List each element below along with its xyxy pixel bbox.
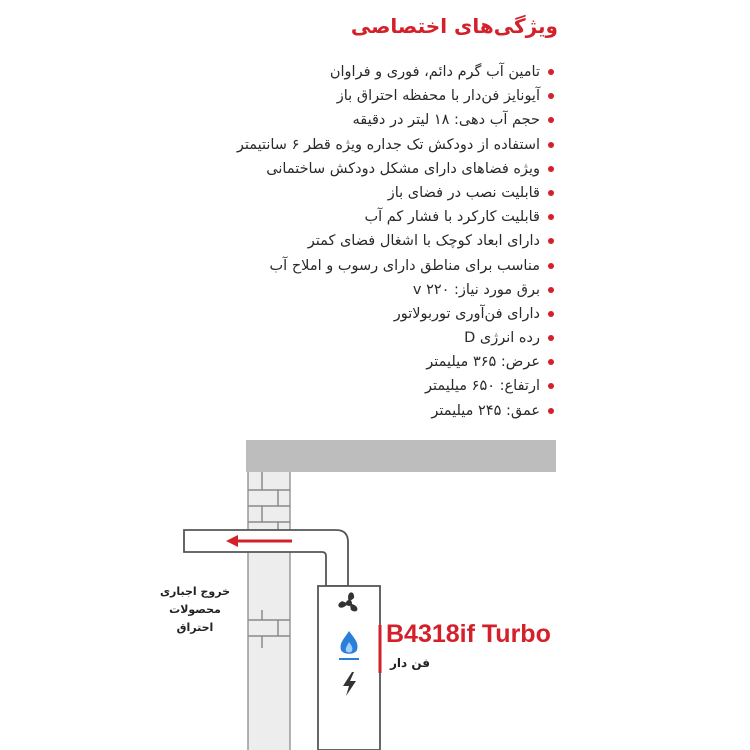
feature-text: مناسب برای مناطق دارای رسوب و املاح آب <box>269 257 540 274</box>
bullet-icon <box>548 287 554 293</box>
feature-text: برق مورد نیاز: ۲۲۰ v <box>412 281 540 298</box>
bullet-icon <box>548 142 554 148</box>
feature-item <box>237 181 554 205</box>
bullet-icon <box>548 190 554 196</box>
bullet-icon <box>548 335 554 341</box>
feature-item <box>237 278 554 302</box>
feature-text: حجم آب دهی: ۱۸ لیتر در دقیقه <box>352 112 540 129</box>
feature-item <box>237 133 554 157</box>
bullet-icon <box>548 93 554 99</box>
feature-text: رده انرژی D <box>464 330 540 347</box>
bullet-icon <box>548 359 554 365</box>
bullet-icon <box>548 383 554 389</box>
feature-item <box>237 326 554 350</box>
bullet-icon <box>548 238 554 244</box>
brick-wall <box>248 472 290 750</box>
feature-text: عرض: ۳۶۵ میلیمتر <box>426 354 540 371</box>
bullet-icon <box>548 408 554 414</box>
feature-item <box>237 399 554 423</box>
bullet-icon <box>548 214 554 220</box>
exhaust-caption <box>150 583 240 637</box>
bullet-icon <box>548 117 554 123</box>
feature-text: آیونایز فن‌دار با محفظه احتراق باز <box>336 88 540 105</box>
feature-text: دارای ابعاد کوچک با اشغال فضای کمتر <box>307 233 540 250</box>
page-title: ویژگی‌های اختصاصی <box>350 14 558 38</box>
model-subtitle: فن دار <box>390 656 431 670</box>
bullet-icon <box>548 69 554 75</box>
feature-item <box>237 374 554 398</box>
feature-item <box>237 302 554 326</box>
exhaust-caption-line1: خروج اجباری <box>159 585 231 598</box>
feature-text: قابلیت نصب در فضای باز <box>387 184 540 201</box>
feature-text: ارتفاع: ۶۵۰ میلیمتر <box>424 378 540 395</box>
feature-item <box>237 60 554 84</box>
feature-item <box>237 84 554 108</box>
bullet-icon <box>548 263 554 269</box>
feature-text: دارای فن‌آوری توربولاتور <box>393 305 540 322</box>
feature-item <box>237 229 554 253</box>
water-heater <box>318 586 380 750</box>
feature-list <box>237 60 554 423</box>
ceiling-slab <box>246 440 556 472</box>
feature-text: قابلیت کارکرد با فشار کم آب <box>364 209 540 226</box>
exhaust-caption-line2: محصولات احتراق <box>169 603 221 634</box>
bullet-icon <box>548 311 554 317</box>
feature-item <box>237 350 554 374</box>
feature-item <box>237 157 554 181</box>
installation-diagram <box>0 430 750 750</box>
feature-text: استفاده از دودکش تک جداره ویژه قطر ۶ سانتیمتر <box>236 136 540 153</box>
model-name: B4318if Turbo <box>386 620 551 648</box>
feature-item <box>237 254 554 278</box>
feature-item <box>237 108 554 132</box>
feature-text: ویژه فضاهای دارای مشکل دودکش ساختمانی <box>266 160 540 177</box>
feature-text: عمق: ۲۴۵ میلیمتر <box>431 402 540 419</box>
bullet-icon <box>548 166 554 172</box>
feature-text: تامین آب گرم دائم، فوری و فراوان <box>329 64 540 80</box>
feature-item <box>237 205 554 229</box>
